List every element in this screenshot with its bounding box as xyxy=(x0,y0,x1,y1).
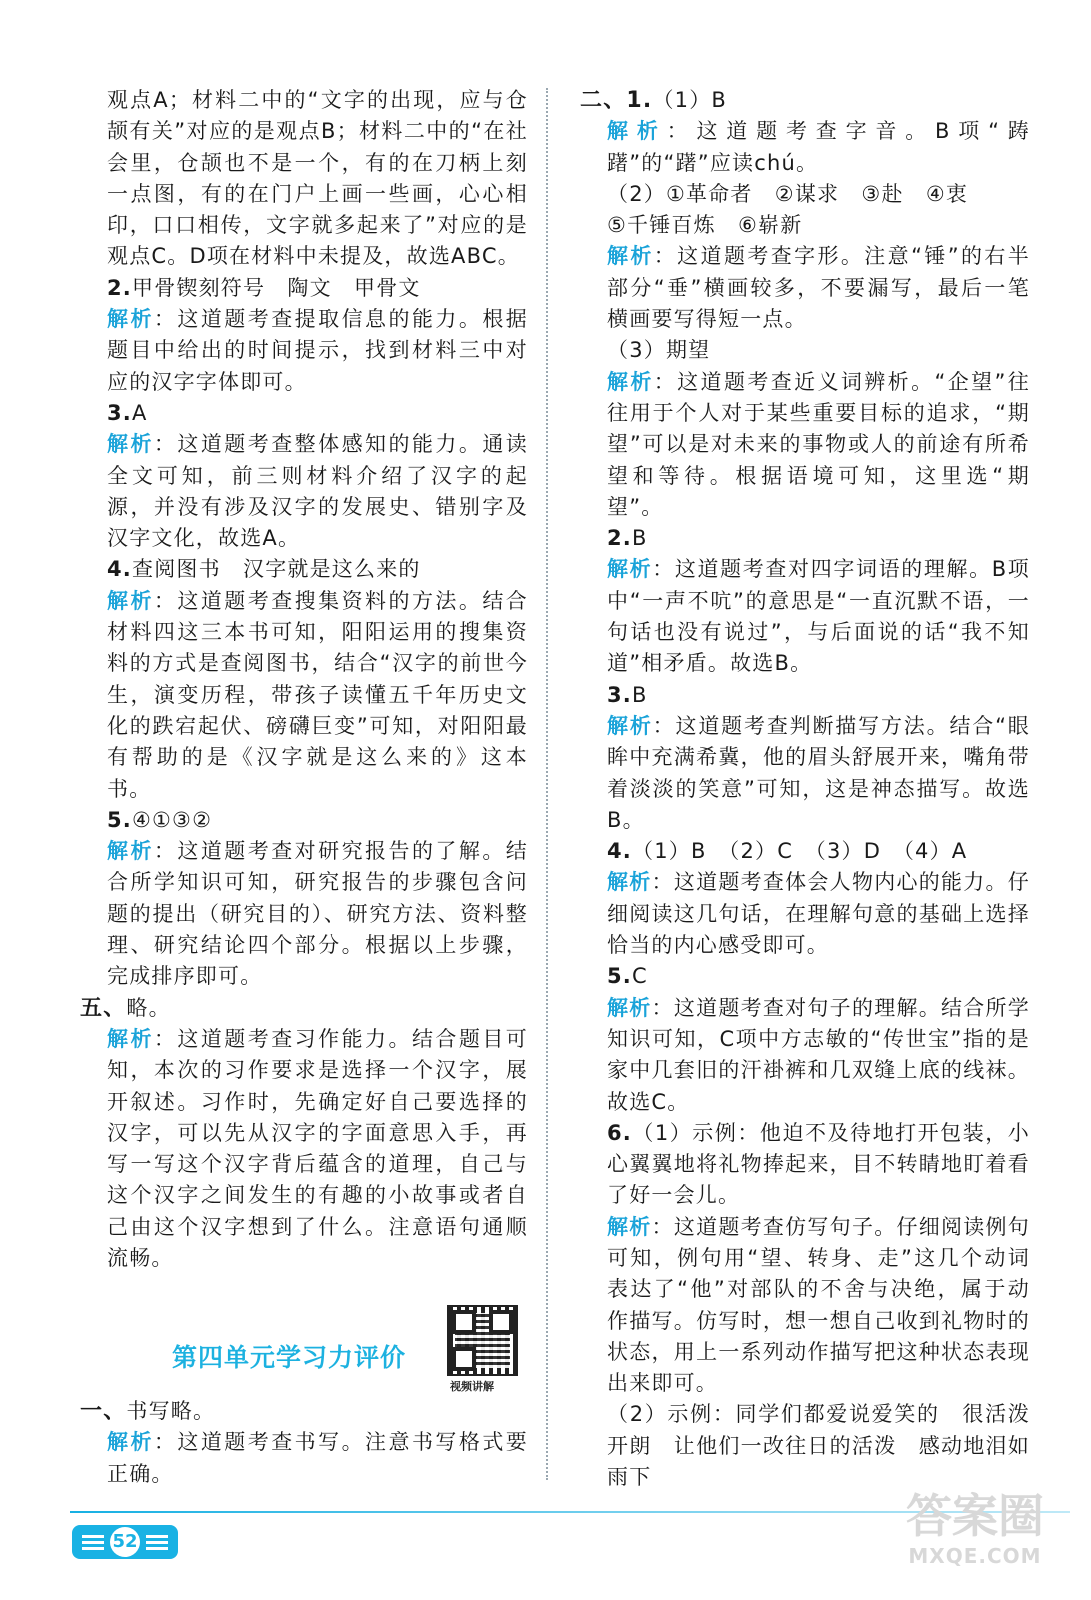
question-number: 3. xyxy=(607,682,632,707)
paragraph-text: C xyxy=(632,964,648,989)
paragraph-text: ：这道题考查习作能力。结合题目可知，本次的习作要求是选择一个汉字，展开叙述。习作时，先确定好自己要选择的汉字，可以先从汉字的字面意思入手，再写一写这个汉字背后蕴含的道理，自己与这个汉字之间发生的有趣的小故事或者自己由这个汉字想到了什么。注意语句通顺流畅。 xyxy=(107,1026,528,1270)
right-paragraph xyxy=(580,179,1030,210)
right-paragraph xyxy=(580,961,1030,992)
paragraph-text: 观点A；材料二中的“文字的出现，应与仓颉有关”对应的是观点B；材料二中的“在社会里，仓颉也不是一个，有的在刀柄上刻一点图，有的在门户上画一些画，心心相印，口口相传，文字就多起来了”对应的是观点C。D项在材料中未提及，故选ABC。 xyxy=(107,88,528,269)
right-paragraph xyxy=(580,335,1030,366)
analysis-tag: 解析 xyxy=(607,995,652,1020)
question-number: 五、 xyxy=(80,995,127,1021)
analysis-tag: 解析 xyxy=(107,588,154,613)
analysis-tag: 解析 xyxy=(607,119,667,144)
question-number: 4. xyxy=(607,839,632,864)
left-paragraph xyxy=(80,85,528,273)
left-paragraph xyxy=(80,304,528,398)
question-number: 3. xyxy=(107,400,132,425)
question-number: 2. xyxy=(107,275,132,300)
question-number: 6. xyxy=(607,1120,632,1145)
watermark-logo: 答案圈 MXQE.COM xyxy=(906,1489,1044,1568)
analysis-tag: 解析 xyxy=(107,1430,154,1455)
paragraph-text: ④①③② xyxy=(132,807,213,832)
question-number: 二、1. xyxy=(580,88,653,113)
left_bottom-paragraph xyxy=(80,1396,528,1427)
analysis-tag: 解析 xyxy=(607,557,653,582)
paragraph-text: ：这道题考查提取信息的能力。根据题目中给出的时间提示，找到材料三中对应的汉字字体即可。 xyxy=(107,307,528,394)
analysis-tag: 解析 xyxy=(607,244,654,269)
right-paragraph xyxy=(580,836,1030,867)
paragraph-text: ：这道题考查对研究报告的了解。结合所学知识可知，研究报告的步骤包含问题的提出（研究目的）、研究方法、资料整理、研究结论四个部分。根据以上步骤，完成排序即可。 xyxy=(107,839,528,989)
paragraph-text: ：这道题考查字音。B项“踌躇”的“躇”应读chú。 xyxy=(607,119,1031,175)
analysis-tag: 解析 xyxy=(107,839,154,864)
paragraph-text: 甲骨锲刻符号 陶文 甲骨文 xyxy=(132,275,421,300)
right-paragraph xyxy=(580,711,1030,836)
right-column xyxy=(580,85,1030,1493)
right-paragraph xyxy=(580,367,1030,523)
paragraph-text: ：这道题考查字形。注意“锤”的右半部分“垂”横画较多，不要漏写，最后一笔横画要写得短一点。 xyxy=(607,244,1030,332)
right-paragraph xyxy=(580,1212,1030,1400)
paragraph-text: ⑤千锤百炼 ⑥崭新 xyxy=(607,213,803,238)
paragraph-text: （1）B xyxy=(652,88,728,112)
left-column xyxy=(80,85,528,1274)
right-paragraph xyxy=(580,993,1030,1118)
right-paragraph xyxy=(580,210,1030,241)
right-paragraph xyxy=(580,523,1030,554)
qr-code-icon[interactable] xyxy=(447,1305,518,1376)
paragraph-text: 书写略。 xyxy=(126,1399,216,1423)
question-number: 一、 xyxy=(80,1399,127,1424)
paragraph-text: B xyxy=(632,526,648,551)
paragraph-text: ：这道题考查对四字词语的理解。B项中“一声不吭”的意思是“一直沉默不语，一句话也没有说过”，与后面说的话“我不知道”相矛盾。故选B。 xyxy=(607,557,1030,676)
paragraph-text: 查阅图书 汉字就是这么来的 xyxy=(132,557,421,582)
left-paragraph xyxy=(80,554,528,585)
analysis-tag: 解析 xyxy=(107,1026,154,1051)
unit-title: 第四单元学习力评价 xyxy=(172,1343,407,1372)
left-paragraph xyxy=(80,273,528,304)
question-number: 2. xyxy=(607,526,632,551)
paragraph-text: （2）①革命者 ②谋求 ③赴 ④衷 xyxy=(607,181,969,206)
paragraph-text: ：这道题考查整体感知的能力。通读全文可知，前三则材料介绍了汉字的起源，并没有涉及汉字的发展史、错别字及汉字文化，故选A。 xyxy=(107,432,528,551)
left-paragraph xyxy=(80,836,528,992)
paragraph-text: 略。 xyxy=(126,995,171,1020)
paragraph-text: ：这道题考查对句子的理解。结合所学知识可知，C项中方志敏的“传世宝”指的是家中几套旧的汗褂裤和几双缝上底的线袜。故选C。 xyxy=(607,995,1031,1114)
paragraph-text: （2）示例：同学们都爱说爱笑的 很活泼开朗 让他们一改往日的活泼 感动地泪如雨下 xyxy=(607,1402,1030,1490)
analysis-tag: 解析 xyxy=(107,307,154,332)
right-paragraph xyxy=(580,680,1030,711)
analysis-tag: 解析 xyxy=(607,713,653,738)
left-paragraph xyxy=(80,429,528,554)
left-paragraph xyxy=(80,805,528,836)
paragraph-text: （3）期望 xyxy=(607,338,711,363)
paragraph-text: B xyxy=(632,682,648,707)
left-bottom-column xyxy=(80,1396,528,1490)
right-paragraph xyxy=(580,554,1030,679)
paragraph-text: （1）B （2）C （3）D （4）A xyxy=(632,839,968,864)
paragraph-text: （1）示例：他迫不及待地打开包装，小心翼翼地将礼物捧起来，目不转睛地盯着看了好一会儿。 xyxy=(607,1120,1030,1208)
column-divider xyxy=(546,88,548,1480)
right-paragraph xyxy=(580,85,1030,116)
left-paragraph xyxy=(80,1024,528,1274)
qr-label: 视频讲解 xyxy=(450,1380,494,1393)
right-paragraph xyxy=(580,116,1030,179)
left-paragraph xyxy=(80,993,528,1024)
right-paragraph xyxy=(580,241,1030,335)
page-badge xyxy=(72,1525,178,1559)
analysis-tag: 解析 xyxy=(107,432,154,457)
paragraph-text: ：这道题考查体会人物内心的能力。仔细阅读这几句话，在理解句意的基础上选择恰当的内心感受即可。 xyxy=(607,870,1031,958)
paragraph-text: ：这道题考查判断描写方法。结合“眼眸中充满希冀，他的眉头舒展开来，嘴角带着淡淡的笑意”可知，这是神态描写。故选B。 xyxy=(607,713,1031,832)
right-paragraph xyxy=(580,867,1030,961)
right-paragraph xyxy=(580,1118,1030,1212)
paragraph-text: ：这道题考查近义词辨析。“企望”往往用于个人对于某些重要目标的追求，“期望”可以是对未来的事物或人的前途有所希望和等待。根据语境可知，这里选“期望”。 xyxy=(607,369,1030,519)
right-paragraph xyxy=(580,1399,1030,1493)
left-paragraph xyxy=(80,586,528,805)
analysis-tag: 解析 xyxy=(607,870,652,895)
page-number: 52 xyxy=(110,1527,140,1557)
paragraph-text: ：这道题考查搜集资料的方法。结合材料四这三本书可知，阳阳运用的搜集资料的方式是查阅图书，结合“汉字的前世今生，演变历程，带孩子读懂五千年历史文化的跌宕起伏、磅礴巨变”可知，对阳阳最有帮助的是《汉字就是这么来的》这本书。 xyxy=(107,588,528,801)
paragraph-text: ：这道题考查仿写句子。仔细阅读例句可知，例句用“望、转身、走”这几个动词表达了“他”对部队的不舍与决绝，属于动作描写。仿写时，想一想自己收到礼物时的状态，用上一系列动作描写把这种状态表现出来即可。 xyxy=(607,1214,1031,1396)
question-number: 5. xyxy=(607,964,632,989)
question-number: 4. xyxy=(107,557,132,582)
analysis-tag: 解析 xyxy=(607,1214,652,1239)
paragraph-text: A xyxy=(132,400,148,425)
question-number: 5. xyxy=(107,807,132,832)
left_bottom-paragraph xyxy=(80,1427,528,1490)
analysis-tag: 解析 xyxy=(607,369,654,394)
left-paragraph xyxy=(80,398,528,429)
paragraph-text: ：这道题考查书写。注意书写格式要正确。 xyxy=(107,1430,528,1486)
